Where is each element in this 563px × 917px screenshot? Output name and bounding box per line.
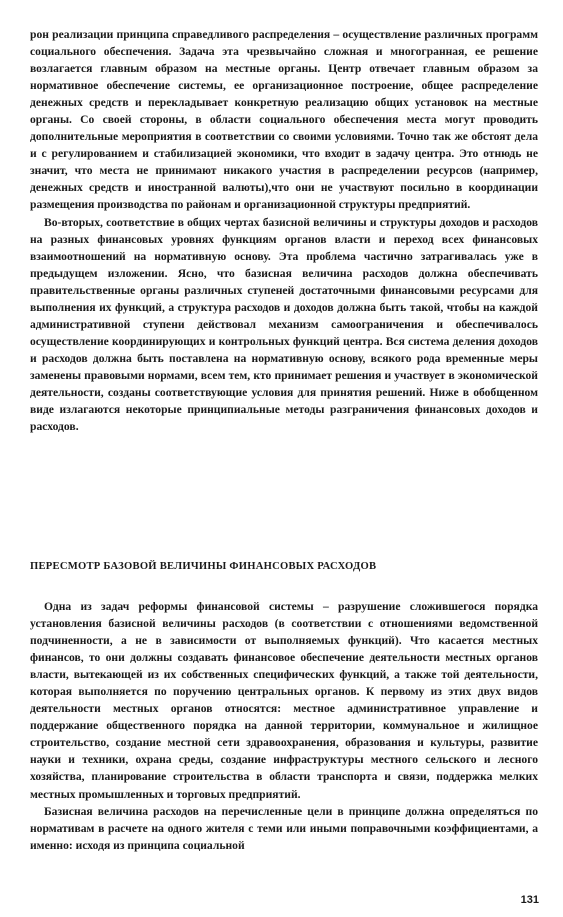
text-block-upper — [30, 26, 538, 435]
paragraph-2: Во-вторых, соответствие в общих чертах базисной величины и структуры доходов и расходов на разных финансовых уровнях функциям органов власти и переход всех финансовых взаимоотношений на нормативную основу. Эта проблема частично затрагивалась уже в предыдущем изложении. Ясно, что базисная величина расходов должна обеспечивать правительственные органы различных ступеней достаточными финансовыми ресурсами для выполнения их функций, а структура расходов и доходов должна быть такой, чтобы на каждой административной ступени действовал механизм самоограничения и обеспечивалось осуществление координирующих и контрольных функций центра. Вся система деления доходов и расходов должна быть поставлена на нормативную основу, всякого рода временные меры заменены правовыми нормами, всем тем, кто принимает решения и участвует в экономической деятельности, созданы соответствующие условия для принятия решений. Ниже в обобщенном виде излагаются некоторые принципиальные методы разграничения финансовых доходов и расходов. — [30, 215, 538, 434]
text-block-lower — [30, 598, 538, 854]
page-number: 131 — [520, 894, 539, 906]
paragraph-3: Одна из задач реформы финансовой системы – разрушение сложившегося порядка установления базисной величины расходов (в соответствии с отношениями ведомственной подчиненности, а не в зависимости от выполняемых функций). Что касается местных финансов, то они должны создавать финансовое обеспечение деятельности местных органов власти, вытекающей из их собственных специфических функций, а также той деятельности, которая выполняется по поручению центральных органов. К первому из этих двух видов деятельности местных органов относятся: местное административное управление и поддержание общественного порядка на данной территории, коммунальное и жилищное строительство, создание местной сети здравоохранения, образования и культуры, развитие науки и техники, охрана среды, создание инфраструктуры местного сельского и лесного хозяйства, планирование строительства в области транспорта и связи, поддержка мелких местных промышленных и торговых предприятий. — [30, 600, 538, 801]
paragraph-4: Базисная величина расходов на перечисленные цели в принципе должна определяться по нормативам в расчете на одного жителя с теми или иными поправочными коэффициентами, а именно: исходя из принципа социальной — [30, 804, 538, 852]
paragraph-1: рон реализации принципа справедливого распределения – осуществление различных программ социального обеспечения. Задача эта чрезвычайно сложная и многогранная, ее решение возлагается главным образом на местные органы. Центр отвечает главным образом за нормативное обеспечение системы, ее организационное построение, общее распределение денежных средств и перекладывает конкретную реализацию общих установок на местные органы. Со своей стороны, в области социального обеспечения места могут проводить дополнительные мероприятия в соответствии со своими условиями. Точно так же обстоят дела и с регулированием и стабилизацией экономики, что входит в задачу центра. Это отнюдь не значит, что места не принимают никакого участия в распределении ресурсов (например, денежных средств и иностранной валюты),что они не участвуют посильно в координации размещения производства по районам и организационной структуры предприятий. — [30, 28, 538, 212]
section-heading: ПЕРЕСМОТР БАЗОВОЙ ВЕЛИЧИНЫ ФИНАНСОВЫХ РАСХОДОВ — [30, 561, 377, 572]
